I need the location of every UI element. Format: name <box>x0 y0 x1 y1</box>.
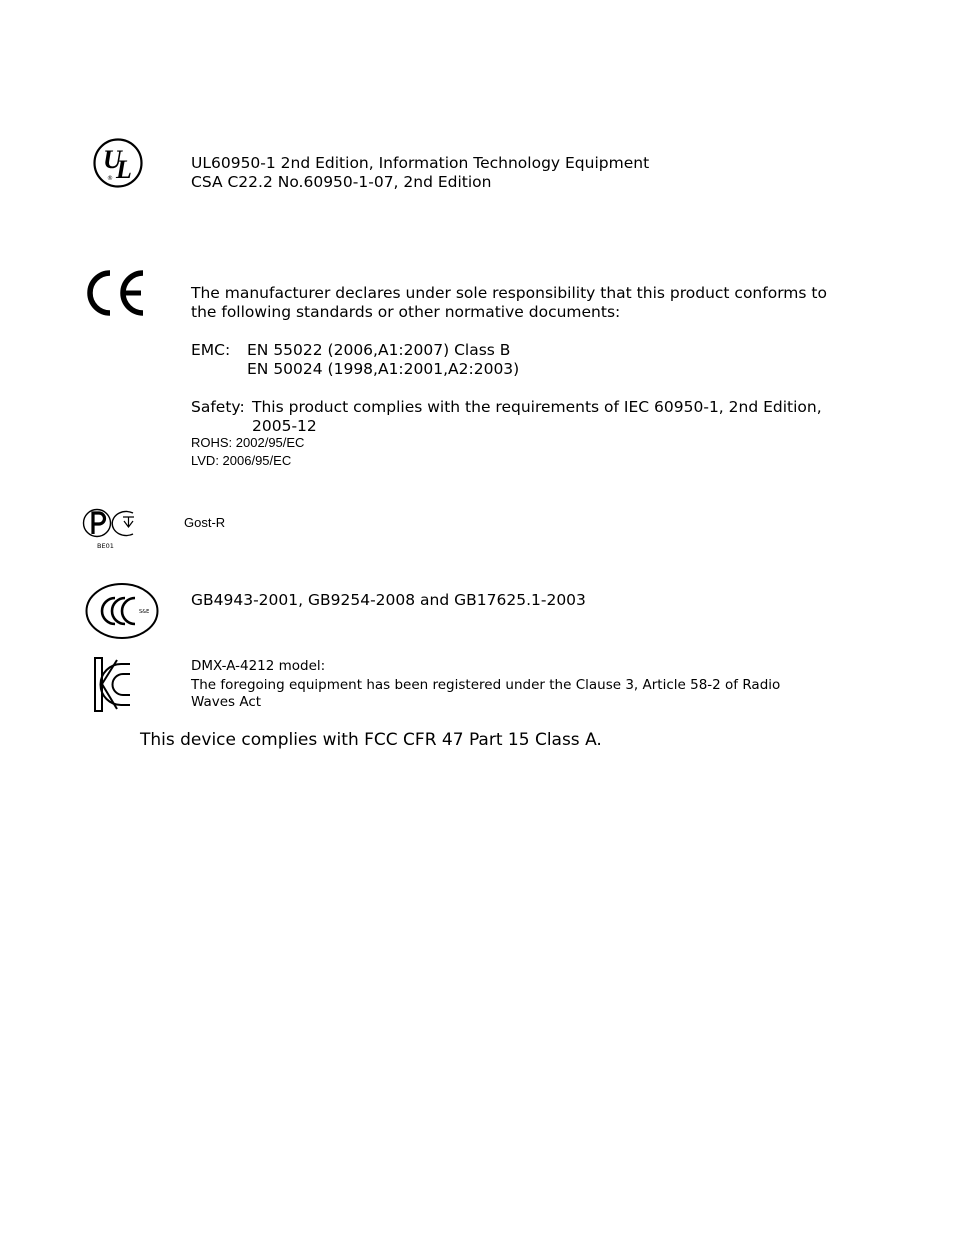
emc-standard-1: EN 55022 (2006,A1:2007) Class B <box>247 341 511 359</box>
ccc-standards: GB4943-2001, GB9254-2008 and GB17625.1-2003 <box>191 591 586 609</box>
ul-logo-letter-l: L <box>116 155 132 184</box>
emc-label: EMC: <box>191 341 231 359</box>
ul-logo-letter-u: U <box>103 145 122 174</box>
safety-text-line2: 2005-12 <box>252 417 317 435</box>
gost-r-label: Gost-R <box>184 515 226 530</box>
ce-declaration-line2: the following standards or other normative documents: <box>191 303 621 321</box>
ce-mark-icon <box>83 268 147 318</box>
ul-standard-line1: UL60950-1 2nd Edition, Information Technology Equipment <box>191 154 650 172</box>
kc-model: DMX-A-4212 model: <box>191 658 326 674</box>
safety-text-line1: This product complies with the requirements of IEC 60950-1, 2nd Edition, <box>252 398 822 416</box>
ul-standard-line2: CSA C22.2 No.60950-1-07, 2nd Edition <box>191 173 492 191</box>
ce-declaration-line1: The manufacturer declares under sole responsibility that this product conforms to <box>191 284 827 302</box>
ccc-mark-icon <box>85 582 159 640</box>
safety-label: Safety: <box>191 398 245 416</box>
kc-registration-line2: Waves Act <box>191 694 262 710</box>
kc-registration-line1: The foregoing equipment has been registered under the Clause 3, Article 58-2 of Radio <box>191 677 781 693</box>
gost-r-code: ВЕ01 <box>97 542 114 550</box>
ul-logo-registered: ® <box>107 175 113 182</box>
lvd-directive: LVD: 2006/95/EC <box>191 453 292 468</box>
emc-standard-2: EN 50024 (1998,A1:2001,A2:2003) <box>247 360 520 378</box>
ul-listed-mark-icon <box>92 137 144 189</box>
ccc-logo-subtext: S&E <box>139 609 150 615</box>
gost-r-mark-icon <box>82 503 140 551</box>
fcc-compliance-statement: This device complies with FCC CFR 47 Part 15 Class A. <box>140 730 602 750</box>
rohs-directive: ROHS: 2002/95/EC <box>191 435 305 450</box>
kc-mark-icon <box>93 656 133 713</box>
